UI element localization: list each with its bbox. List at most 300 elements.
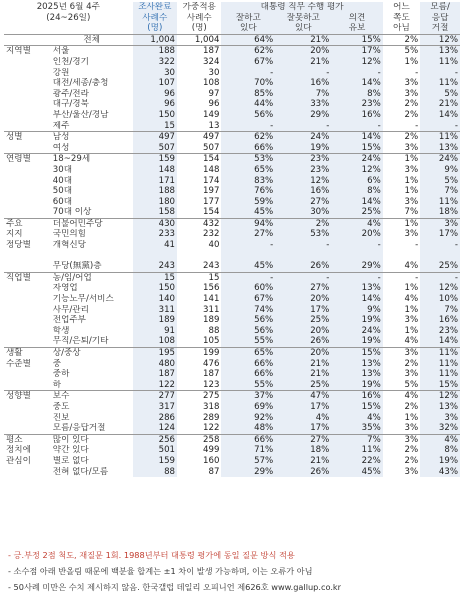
row-group-label: 정치에 [6,445,31,456]
cell-bad: 17% [275,423,331,434]
table-row [4,456,460,467]
row-group-label [4,186,51,197]
cell-n1: 507 [133,143,177,154]
cell-n1: 140 [133,294,177,305]
cell-n2: 258 [177,434,221,445]
table-row [4,68,460,79]
cell-bad: 47% [275,391,331,402]
cell-reserve: 23% [331,99,382,110]
cell-n2: 105 [203,336,220,347]
cell-neither: 1% [404,412,419,423]
cell-neither: 5% [383,46,420,57]
row-group-label: 주요 [4,218,51,229]
cell-n1: 148 [133,165,177,176]
cell-reserve: 7% [331,434,382,445]
cell-bad: 21% [275,34,331,46]
cell-n2: 187 [177,46,221,57]
table-row [4,207,460,218]
row-label: 농/임/어업 [51,272,133,283]
cell-n1: 1,004 [133,34,177,46]
col-header-dk: 모름/ [420,2,460,13]
cell-bad: - [275,68,331,79]
cell-bad: - [275,240,331,251]
cell-bad: 23% [275,154,331,165]
cell-dk: 13% [420,143,460,154]
cell-dk: 11% [420,359,460,370]
cell-reserve: - [331,272,382,283]
cell-n1: 243 [133,261,177,272]
cell-bad: 26% [275,467,331,478]
col-header-reserve: 의견 [331,13,382,24]
cell-n2: 148 [203,164,220,175]
cell-neither: 1% [404,304,419,315]
note-2: - 소수점 아래 반올림 때문에 백분율 합계는 ±1 차이 발생 가능하며, 이는 오류가 아님 [8,566,313,576]
cell-neither: 4% [383,391,420,402]
row-label: 대전/세종/충청 [52,78,109,89]
cell-dk: 13% [420,402,460,413]
cell-n1: 158 [133,207,177,218]
cell-bad: 20% [275,46,331,57]
cell-n2: 30 [208,67,220,78]
table-row [4,154,460,165]
table-row [4,143,460,154]
cell-n2: 507 [203,142,220,153]
col-header-n1-unit: (명) [133,23,177,34]
cell-good: 67% [221,57,275,68]
cell-n1: 180 [133,197,177,208]
cell-dk: 7% [420,186,460,197]
table-row [4,336,460,347]
cell-neither: 3% [404,88,419,99]
cell-bad: 25% [275,315,331,326]
row-group-label: 직업별 [4,272,51,283]
cell-dk [420,251,460,262]
cell-neither: 2% [404,358,419,369]
cell-neither: 1% [404,186,419,197]
cell-neither: - [415,240,419,251]
cell-dk: 12% [420,391,460,402]
cell-n1: 91 [133,326,177,337]
cell-reserve: 19% [331,336,382,347]
cell-good: 37% [221,391,275,402]
table-row [4,261,460,272]
cell-reserve: 15% [331,143,382,154]
table-row [4,402,460,413]
cell-dk: 11% [420,57,460,68]
row-group-label [4,305,51,316]
cell-good: 53% [221,154,275,165]
cell-dk: 17% [420,229,460,240]
row-label: 전체 [51,34,133,46]
cell-dk: 25% [420,261,460,272]
cell-neither: 3% [404,423,419,434]
col-header-n2-unit: (명) [191,23,207,34]
cell-bad: 30% [275,207,331,218]
row-group-label: 생활 [4,348,51,359]
cell-neither: 2% [404,109,419,120]
cell-good: 45% [221,261,275,272]
row-label: 서울 [51,46,133,57]
survey-date: 2025년 6월 4주 [36,2,100,12]
cell-bad: 4% [275,413,331,424]
row-group-label [4,68,51,79]
cell-n1: 159 [133,154,177,165]
row-group-label [4,143,51,154]
cell-n2: 154 [177,154,221,165]
cell-dk: 5% [420,176,460,187]
row-group-label: 수준별 [6,358,31,369]
cell-neither: 1% [404,283,419,294]
cell-n2: 108 [203,78,220,89]
cell-dk: 9% [420,165,460,176]
cell-n2: 189 [203,315,220,326]
cell-n2: 160 [203,455,220,466]
cell-bad: 29% [275,110,331,121]
cell-n2: 289 [203,412,220,423]
row-group-label [4,380,51,391]
cell-n2: 232 [203,229,220,240]
cell-n2: 187 [203,369,220,380]
row-group-label [4,89,51,100]
cell-neither: - [383,272,420,283]
cell-neither: 1% [383,154,420,165]
cell-neither: 3% [404,369,419,380]
cell-n1: 122 [133,380,177,391]
cell-bad: 17% [275,305,331,316]
cell-dk: 11% [420,348,460,359]
cell-bad: 17% [275,402,331,413]
cell-neither: - [415,120,419,131]
col-header-neither: 어느 [393,2,410,12]
cell-reserve: - [331,68,382,79]
cell-n1: 96 [133,89,177,100]
cell-good: 29% [221,467,275,478]
cell-neither: 2% [404,401,419,412]
cell-neither: 2% [404,455,419,466]
table-row [4,186,460,197]
row-label [51,251,133,262]
table-row [4,110,460,121]
cell-neither [383,251,420,262]
cell-reserve: 16% [331,391,382,402]
cell-bad [275,251,331,262]
table-row [4,197,460,208]
cell-bad: 27% [275,283,331,294]
row-group-label [4,261,51,272]
row-group-label: 평소 [4,434,51,445]
cell-n1: 124 [133,423,177,434]
row-label: 중도 [52,401,70,412]
cell-neither: 3% [404,229,419,240]
cell-good: 62% [221,132,275,143]
cell-reserve: 14% [331,197,382,208]
cell-n2: 275 [177,391,221,402]
cell-n1: 189 [133,315,177,326]
table-row [4,132,460,143]
cell-good: 27% [221,229,275,240]
cell-reserve: 13% [331,359,382,370]
row-label: 자영업 [52,283,78,294]
cell-good: 56% [221,110,275,121]
cell-neither: 7% [404,207,419,218]
cell-n2: 40 [208,240,220,251]
row-group-label [4,413,51,424]
cell-n1: 317 [133,402,177,413]
row-group-label [4,110,51,121]
row-label: 많이 있다 [51,434,133,445]
cell-dk: 18% [420,207,460,218]
cell-good: 55% [221,380,275,391]
row-group-label: 성별 [4,132,51,143]
cell-reserve: 13% [331,369,382,380]
row-label: 60대 [52,196,73,207]
cell-bad: 23% [275,165,331,176]
row-group-label [4,402,51,413]
table-row [4,348,460,359]
cell-reserve: 11% [331,445,382,456]
table-row [4,89,460,100]
cell-n1: 480 [133,359,177,370]
cell-bad: 2% [275,218,331,229]
cell-reserve: 6% [331,176,382,187]
row-label: 강원 [52,67,70,78]
cell-n2 [177,251,221,262]
cell-n2: 324 [203,56,220,67]
cell-good: 65% [221,348,275,359]
cell-n1: 233 [133,229,177,240]
cell-bad: 26% [275,336,331,347]
cell-good: 94% [221,218,275,229]
cell-dk: 11% [420,369,460,380]
cell-dk: 11% [420,197,460,208]
cell-n1: 150 [133,110,177,121]
table-row [4,121,460,132]
cell-neither: 3% [404,78,419,89]
cell-n1: 171 [133,176,177,187]
cell-n1: 15 [133,121,177,132]
row-group-label [4,78,51,89]
cell-dk: 11% [420,78,460,89]
cell-dk: 11% [420,132,460,143]
row-group-label: 지역별 [4,46,51,57]
row-label: 국민의힘 [52,229,86,240]
cell-dk: 3% [420,413,460,424]
cell-n2: 1,004 [177,34,221,46]
cell-dk: 14% [420,336,460,347]
cell-good [221,251,275,262]
row-group-label [4,283,51,294]
table-row [4,423,460,434]
cell-good: - [221,240,275,251]
cell-bad: 27% [275,197,331,208]
cell-good: 59% [221,197,275,208]
col-header-good: 잘하고 [221,13,275,24]
cell-n1: 108 [133,336,177,347]
table-row [4,57,460,68]
cell-reserve: 8% [331,186,382,197]
cell-good: 67% [221,294,275,305]
cell-n2: 141 [203,294,220,305]
cell-dk: 24% [420,154,460,165]
cell-neither: 3% [383,434,420,445]
cell-bad: 33% [275,99,331,110]
row-label: 여성 [52,142,70,153]
cell-good: 44% [221,99,275,110]
crosstab-table: 2025년 6월 4주 조사완료 가중적용 대통령 직무 수행 평가 어느 모름/ (24~26일) 사례수 사례수 잘하고 잘못하고 의견 쪽도 응답 (명) (명) 있다 있다 유보 아님 거절 전체 1,004 1,004 64% 21% 15% 2% 12% 지역별 서울 188 187 62% 20% 17% 5% 13% 인천/경기 322 324 67% 21% 12% 1% 11% 강원 30 30 - - - - - 대전/세종/충청 107 108 70% 16% 14% 3% 11% 광주/전라 96 97 85% 7% 8% 3% 5% 대구/경북 96 96 44% 33% 23% 2% 21% 부산/울산/경남 150 149 56% 29% 16% 2% 14% 제주 15 13 - - - - - 성별 남성 497 497 62% 24% 14% 2% 11% 여성 507 507 66% 19% 15% 3% 13% 연령별 18~29세 159 154 53% 23% 24% 1% 24% 30대 148 148 65% 23% 12% 3% 9% 40대 171 174 83% 12% 6% 1% 5% 50대 188 197 76% 16% 8% 1% 7% 60대 180 177 59% 27% 14% 3% 11% 70대 이상 158 154 45% 30% 25% 7% 18% 주요 더불어민주당 430 432 94% 2% 4% 1% 3% 지지 국민의힘 233 232 27% 53% 20% 3% 17% 정당별 개혁신당 41 40 - - - - - 무당(無黨)층 243 243 45% 26% 29% 4% 25% 직업별 농/임/어업 15 15 - - - - - 자영업 150 156 60% 27% 13% 1% 12% 기능노무/서비스 140 141 67% 20% 14% 4% 10% 사무/관리 311 311 74% 17% 9% 1% 7% 전업주부 189 189 56% 25% 19% 3% 16% 학생 91 88 56% 20% 24% 1% 23% 무직/은퇴/기타 108 105 55% 26% 19% 4% 14% 생활 상/중상 195 199 65% 20% 15% 3% 11% 수준별 중 480 476 66% 21% 13% 2% 11% 중하 187 187 66% 21% 13% 3% 11% 하 122 123 55% 25% 19% 5% 15% 성향별 보수 277 275 37% 47% 16% 4% 12% 중도 317 318 69% 17% 15% 2% 13% 진보 286 289 92% 4% 4% 1% 3% 모름/응답거절 124 122 48% 17% 35% 3% 32% 평소 많이 있다 256 258 66% 27% 7% 3% 4% 정치에 약간 있다 501 499 71% 18% 11% 2% 8% 관심이 별로 없다 159 160 57% 21% 22% 2% 19% 전혀 없다/모름 88 87 29% 26% 45% 3% 43% [6,2,458,477]
cell-n2: 476 [203,358,220,369]
cell-reserve: 4% [331,413,382,424]
row-label: 50대 [52,186,73,197]
cell-bad: 21% [275,456,331,467]
cell-dk: 23% [420,326,460,337]
row-group-label [4,315,51,326]
cell-bad: 20% [275,326,331,337]
col-header-n1-sub: 사례수 [133,13,177,24]
cell-dk: - [420,68,460,79]
row-group-label [4,34,51,46]
cell-good: 74% [221,305,275,316]
cell-reserve: 12% [331,165,382,176]
cell-good: 71% [221,445,275,456]
row-label: 모름/응답거절 [52,423,106,434]
cell-bad: 26% [275,261,331,272]
note-3: - 50사례 미만은 수치 제시하지 않음. 한국갤럽 데일리 오피니언 제626호 www.gallup.co.kr [8,582,342,592]
cell-n2: 497 [177,132,221,143]
row-label: 무직/은퇴/기타 [52,336,109,347]
cell-n1 [133,251,177,262]
cell-good: 56% [221,315,275,326]
col-header-n2: 가중적용 [182,2,216,12]
cell-neither: 3% [404,196,419,207]
table-row [4,46,460,57]
cell-reserve: 22% [331,456,382,467]
table-row [4,294,460,305]
row-label: 인천/경기 [52,56,89,67]
table-row [4,34,460,46]
cell-neither: 3% [383,348,420,359]
cell-n1: 150 [133,283,177,294]
row-group-label [4,326,51,337]
table-row [4,165,460,176]
cell-good: 64% [221,34,275,46]
cell-bad: 7% [275,89,331,100]
cell-n1: 187 [133,369,177,380]
cell-neither: 1% [404,175,419,186]
cell-dk: 7% [420,305,460,316]
cell-n2: 243 [203,261,220,272]
row-label: 전혀 없다/모름 [52,466,109,477]
row-group-label: 지지 [6,229,23,240]
row-label: 기능노무/서비스 [52,294,114,305]
cell-bad: 21% [275,57,331,68]
col-header-group: 대통령 직무 수행 평가 [221,2,382,13]
table-row [4,251,460,262]
cell-bad: - [275,121,331,132]
row-label: 70대 이상 [52,207,92,218]
row-label: 30대 [52,164,73,175]
cell-bad: 20% [275,294,331,305]
row-label: 보수 [51,391,133,402]
cell-good: 83% [221,176,275,187]
cell-n2: 15 [177,272,221,283]
cell-bad: 53% [275,229,331,240]
table-row [4,434,460,445]
cell-neither: 4% [404,294,419,305]
cell-n1: 195 [133,348,177,359]
cell-reserve: - [331,240,382,251]
table-row [4,369,460,380]
row-group-label [4,207,51,218]
cell-reserve: 13% [331,283,382,294]
col-header-n2-sub: 사례수 [186,12,212,23]
cell-n1: 497 [133,132,177,143]
row-group-label: 성향별 [4,391,51,402]
cell-reserve: 9% [331,305,382,316]
cell-reserve: 24% [331,326,382,337]
row-group-label: 정당별 [6,240,31,251]
cell-n2: 13 [208,120,220,131]
cell-neither: 4% [404,336,419,347]
cell-n1: 107 [133,78,177,89]
cell-n1: 430 [133,218,177,229]
row-label: 광주/전라 [52,88,89,99]
cell-reserve: 16% [331,110,382,121]
cell-reserve [331,251,382,262]
row-label: 무당(無黨)층 [52,261,102,272]
cell-n2: 122 [203,423,220,434]
cell-good: 56% [221,326,275,337]
cell-n2: 88 [208,325,220,336]
cell-dk: 21% [420,99,460,110]
cell-bad: 21% [275,359,331,370]
cell-neither: 1% [404,325,419,336]
cell-n1: 501 [133,445,177,456]
cell-dk: 13% [420,46,460,57]
cell-neither: 3% [404,466,419,477]
cell-n2: 174 [203,175,220,186]
cell-reserve: 15% [331,402,382,413]
cell-reserve: 19% [331,315,382,326]
cell-n1: 286 [133,413,177,424]
cell-reserve: 17% [331,46,382,57]
cell-n1: 15 [133,272,177,283]
survey-date-range: (24~26일) [46,12,91,23]
row-group-label [4,467,51,478]
cell-n2: 197 [203,186,220,197]
cell-reserve: 19% [331,380,382,391]
cell-reserve: 45% [331,467,382,478]
cell-neither: 2% [404,99,419,110]
row-group-label [4,197,51,208]
row-group-label [4,99,51,110]
cell-good: 92% [221,413,275,424]
table-row [4,315,460,326]
cell-dk: - [420,272,460,283]
cell-n1: 188 [133,186,177,197]
cell-dk: - [420,240,460,251]
cell-good: 69% [221,402,275,413]
row-label: 상/중상 [51,348,133,359]
row-group-label [4,121,51,132]
cell-neither: 5% [404,379,419,390]
table-row [4,283,460,294]
cell-neither: 4% [404,261,419,272]
cell-n2: 87 [208,466,220,477]
cell-reserve: 24% [331,154,382,165]
cell-reserve: 14% [331,78,382,89]
row-group-label [4,336,51,347]
row-label: 하 [52,379,62,390]
